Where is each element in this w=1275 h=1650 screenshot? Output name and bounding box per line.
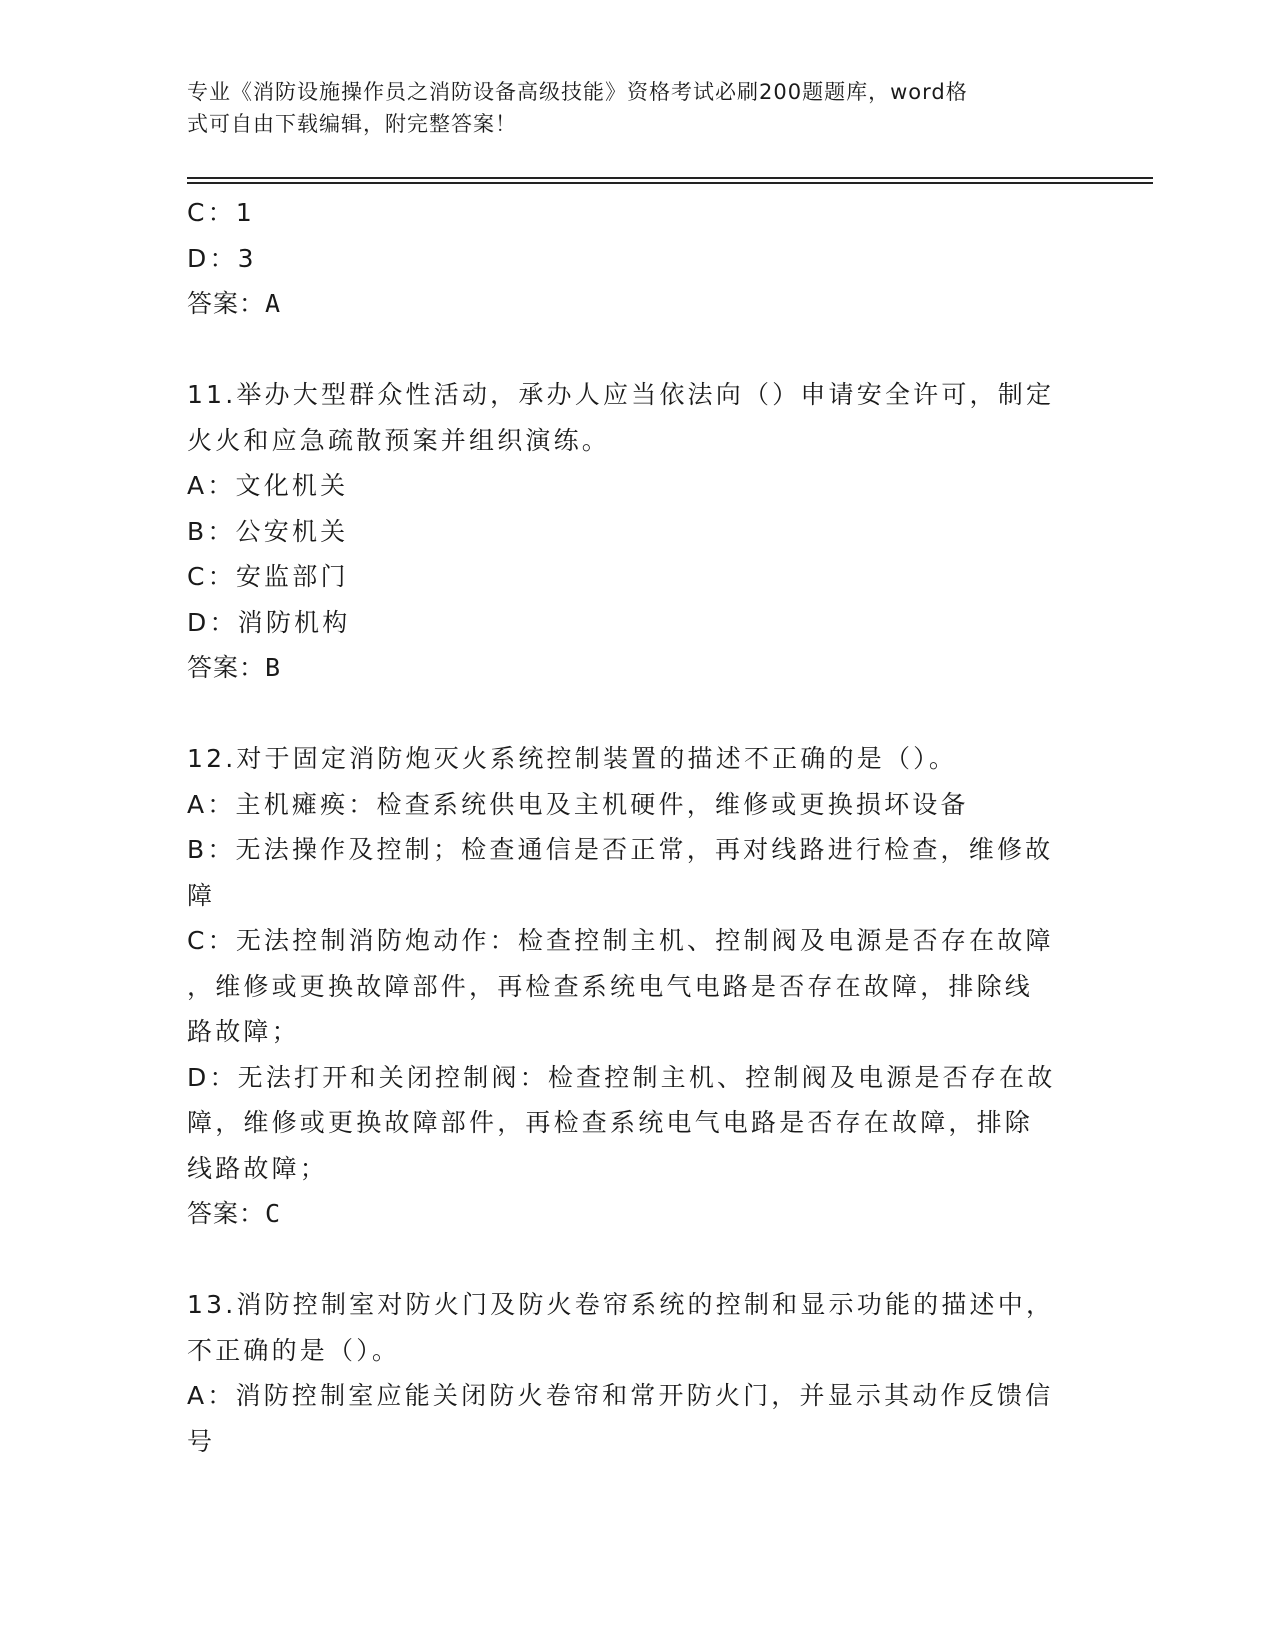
question-text: 11.举办大型群众性活动，承办人应当依法向（）申请安全许可，制定 [187, 380, 1055, 409]
option-line: B：无法操作及控制；检查通信是否正常，再对线路进行检查，维修故 [187, 835, 1054, 864]
answer-value: C [265, 1199, 281, 1228]
option-line: D：无法打开和关闭控制阀：检查控制主机、控制阀及电源是否存在故 [187, 1062, 1056, 1092]
question-text: 12.对于固定消防炮灭火系统控制装置的描述不正确的是（）。 [187, 744, 958, 773]
option-line: A：主机瘫痪：检查系统供电及主机硬件，维修或更换损坏设备 [187, 789, 969, 819]
option-line: A：文化机关 [187, 471, 349, 500]
answer-value: B [265, 653, 281, 682]
option-line: D：消防机构 [187, 607, 351, 637]
option-line: D：3 [187, 243, 257, 273]
option-line: C：无法控制消防炮动作：检查控制主机、控制阀及电源是否存在故障 [187, 926, 1054, 955]
option-line: 障 [187, 880, 216, 910]
document-header [187, 76, 1087, 140]
answer-line [187, 281, 1087, 327]
answer-label: 答案： [187, 1199, 266, 1228]
answer-line [187, 645, 1087, 691]
option-line: 线路故障； [187, 1153, 329, 1183]
option-line: ，维修或更换故障部件，再检查系统电气电路是否存在故障，排除线 [187, 971, 1034, 1001]
answer-line [187, 1191, 1087, 1237]
question-content [187, 190, 1087, 1464]
header-divider [187, 177, 1153, 179]
question-text: 13.消防控制室对防火门及防火卷帘系统的控制和显示功能的描述中， [187, 1290, 1055, 1319]
option-line: B：公安机关 [187, 516, 349, 546]
answer-value: A [265, 289, 281, 318]
answer-label: 答案： [187, 289, 266, 318]
option-line: C：1 [187, 198, 255, 227]
answer-label: 答案： [187, 653, 266, 682]
option-line: 障，维修或更换故障部件，再检查系统电气电路是否存在故障，排除 [187, 1108, 1034, 1137]
header-line: 专业《消防设施操作员之消防设备高级技能》资格考试必刷200题题库，word格 [187, 80, 968, 104]
option-line: A：消防控制室应能关闭防火卷帘和常开防火门，并显示其动作反馈信 [187, 1381, 1054, 1410]
option-line: 号 [187, 1426, 216, 1456]
header-line: 式可自由下载编辑，附完整答案！ [187, 112, 517, 136]
question-text: 火火和应急疏散预案并组织演练。 [187, 425, 611, 455]
option-line: C：安监部门 [187, 562, 349, 591]
header-divider [187, 182, 1153, 184]
question-text: 不正确的是（）。 [187, 1335, 401, 1365]
option-line: 路故障； [187, 1017, 300, 1046]
